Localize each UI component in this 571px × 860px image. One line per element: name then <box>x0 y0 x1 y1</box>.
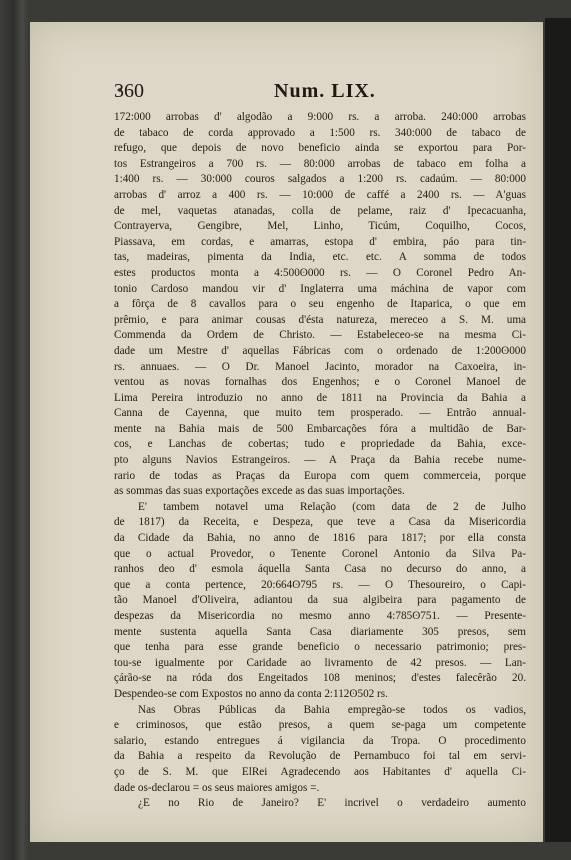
text-line: de tabaco de corda approvado a 1:500 rs. 340:000 de tabaco de <box>114 126 526 139</box>
text-line: dade um Mestre d' aquellas Fábricas com o ordenado de 1:200ʘ000 <box>114 344 526 357</box>
body-text <box>114 110 526 812</box>
text-line: E' tambem notavel uma Relação (com data de 2 de Julho <box>138 500 526 513</box>
text-line: refugo, que depois de novo beneficio ainda se exportou para Por- <box>114 142 526 155</box>
running-head: Num. LIX. <box>274 80 376 102</box>
text-line: ventou as novas fornalhas dos Engenhos; e o Coronel Manoel de <box>114 376 526 389</box>
text-line: çárão-se na róda dos Engeitados 108 meninos; d'estes falecêrão 20. <box>114 672 526 685</box>
text-line: salario, estando entregues á vigilancia da Tropa. O procedimento <box>114 734 526 747</box>
text-line: ¿E no Rio de Janeiro? E' incrivel o verdadeiro aumento <box>138 797 526 810</box>
book-edge-shadow <box>545 18 571 842</box>
text-line: mente sustenta aquella Santa Casa diariamente 305 presos, sem <box>114 625 526 638</box>
page-header <box>114 80 516 106</box>
text-line: da Bahia a respeito da Revolução de Pernambuco foi tal em servi- <box>114 750 526 763</box>
text-line: rs. annuaes. — O Dr. Manoel Jacinto, morador na Caxoeira, in- <box>114 360 526 373</box>
text-line: tou-se igualmente por Caridade ao livramento de 42 presos. — Lan- <box>114 656 526 669</box>
text-line: Nas Obras Públicas da Bahia empregão-se todos os vadios, <box>138 703 526 716</box>
text-line: e criminosos, que estão presos, a quem se-paga um competente <box>114 719 526 732</box>
text-line: Lima Pereira introduzio no anno de 1811 na Provincia da Bahia a <box>114 391 526 404</box>
text-line: pto alguns Navios Estrangeiros. — A Praça da Bahia recebe nume- <box>114 454 526 467</box>
text-line: tos Estrangeiros a 700 rs. — 80:000 arrobas de tabaco em folha a <box>114 157 526 170</box>
text-line: 172:000 arrobas d' algodão a 9:000 rs. a arroba. 240:000 arrobas <box>114 111 526 123</box>
text-line: ço de S. M. que ElRei Agradecendo aos Habitantes d' aquella Ci- <box>114 765 526 778</box>
page-number: 360 <box>114 80 144 102</box>
text-line: Contrayerva, Gengibre, Mel, Linho, Ticúm, Coquilho, Cocos, <box>114 220 526 233</box>
text-line: 1:400 rs. — 30:000 couros salgados a 1:200 rs. cadaúm. — 80:000 <box>114 173 526 186</box>
text-line: tão Manoel d'Oliveira, adiantou da sua algibeira para pagamento de <box>114 594 526 607</box>
text-line: que o actual Provedor, o Tenente Coronel Antonio da Silva Pa- <box>114 547 526 560</box>
text-line: dade os-declarou = os seus maiores amigos =. <box>114 781 320 794</box>
text-line: rario de todas as Praças da Europa com quem commerceia, porque <box>114 469 526 482</box>
text-line: prêmio, e para animar cousas d'ésta natureza, mereceo a S. M. uma <box>114 313 526 326</box>
text-line: a fôrça de 8 cavallos para o seu engenho de Itaparica, o que em <box>114 298 526 311</box>
text-line: que tenha para esse grande beneficio o necessario patrimonio; pres- <box>114 641 526 654</box>
text-line: que a conta pertence, 20:664ʘ795 rs. — O Thesoureiro, o Capi- <box>114 578 526 591</box>
text-line: Canna de Cayenna, que muito tem prosperado. — Entrão annual- <box>114 407 526 420</box>
text-line: Despendeo-se com Expostos no anno da conta 2:112ʘ502 rs. <box>114 687 388 700</box>
text-line: ranhos deo d' esmola áquella Santa Casa no decurso do anno, a <box>114 563 526 576</box>
text-line: tonio Cardoso mandou vir d' Inglaterra uma máchina de vapor com <box>114 282 526 295</box>
text-line: Piassava, em cordas, e amarras, estopa d' embira, páo para tin- <box>114 235 526 248</box>
text-line: despezas da Misericordia no mesmo anno 4:785ʘ751. — Presente- <box>114 610 526 622</box>
text-line: da Cidade da Bahia, no anno de 1816 para 1817; por ella consta <box>114 532 526 545</box>
text-line: as sommas das suas exportações excede as das suas importações. <box>114 485 405 498</box>
text-line: Commenda da Ordem de Christo. — Estabeleceo-se na mesma Ci- <box>114 329 526 342</box>
text-line: mente na Bahia mais de 500 Embarcações fóra a multidão de Bar- <box>114 422 526 435</box>
text-line: cos, e Lanchas de cobertas; tudo e propriedade da Bahia, exce- <box>114 438 526 451</box>
text-line: tas, madeiras, pimenta da India, etc. etc. A somma de todos <box>114 251 526 264</box>
text-line: de mel, vaquetas atanadas, colla de pelame, raiz d' Ipecacuanha, <box>114 204 526 217</box>
text-line: de 1817) da Receita, e Despeza, que teve a Casa da Misericordia <box>114 516 526 529</box>
text-line: estes productos monta a 4:500ʘ000 rs. — O Coronel Pedro An- <box>114 266 526 279</box>
text-line: arrobas d' arroz a 400 rs. — 10:000 de caffé a 2400 rs. — A'guas <box>114 188 526 201</box>
